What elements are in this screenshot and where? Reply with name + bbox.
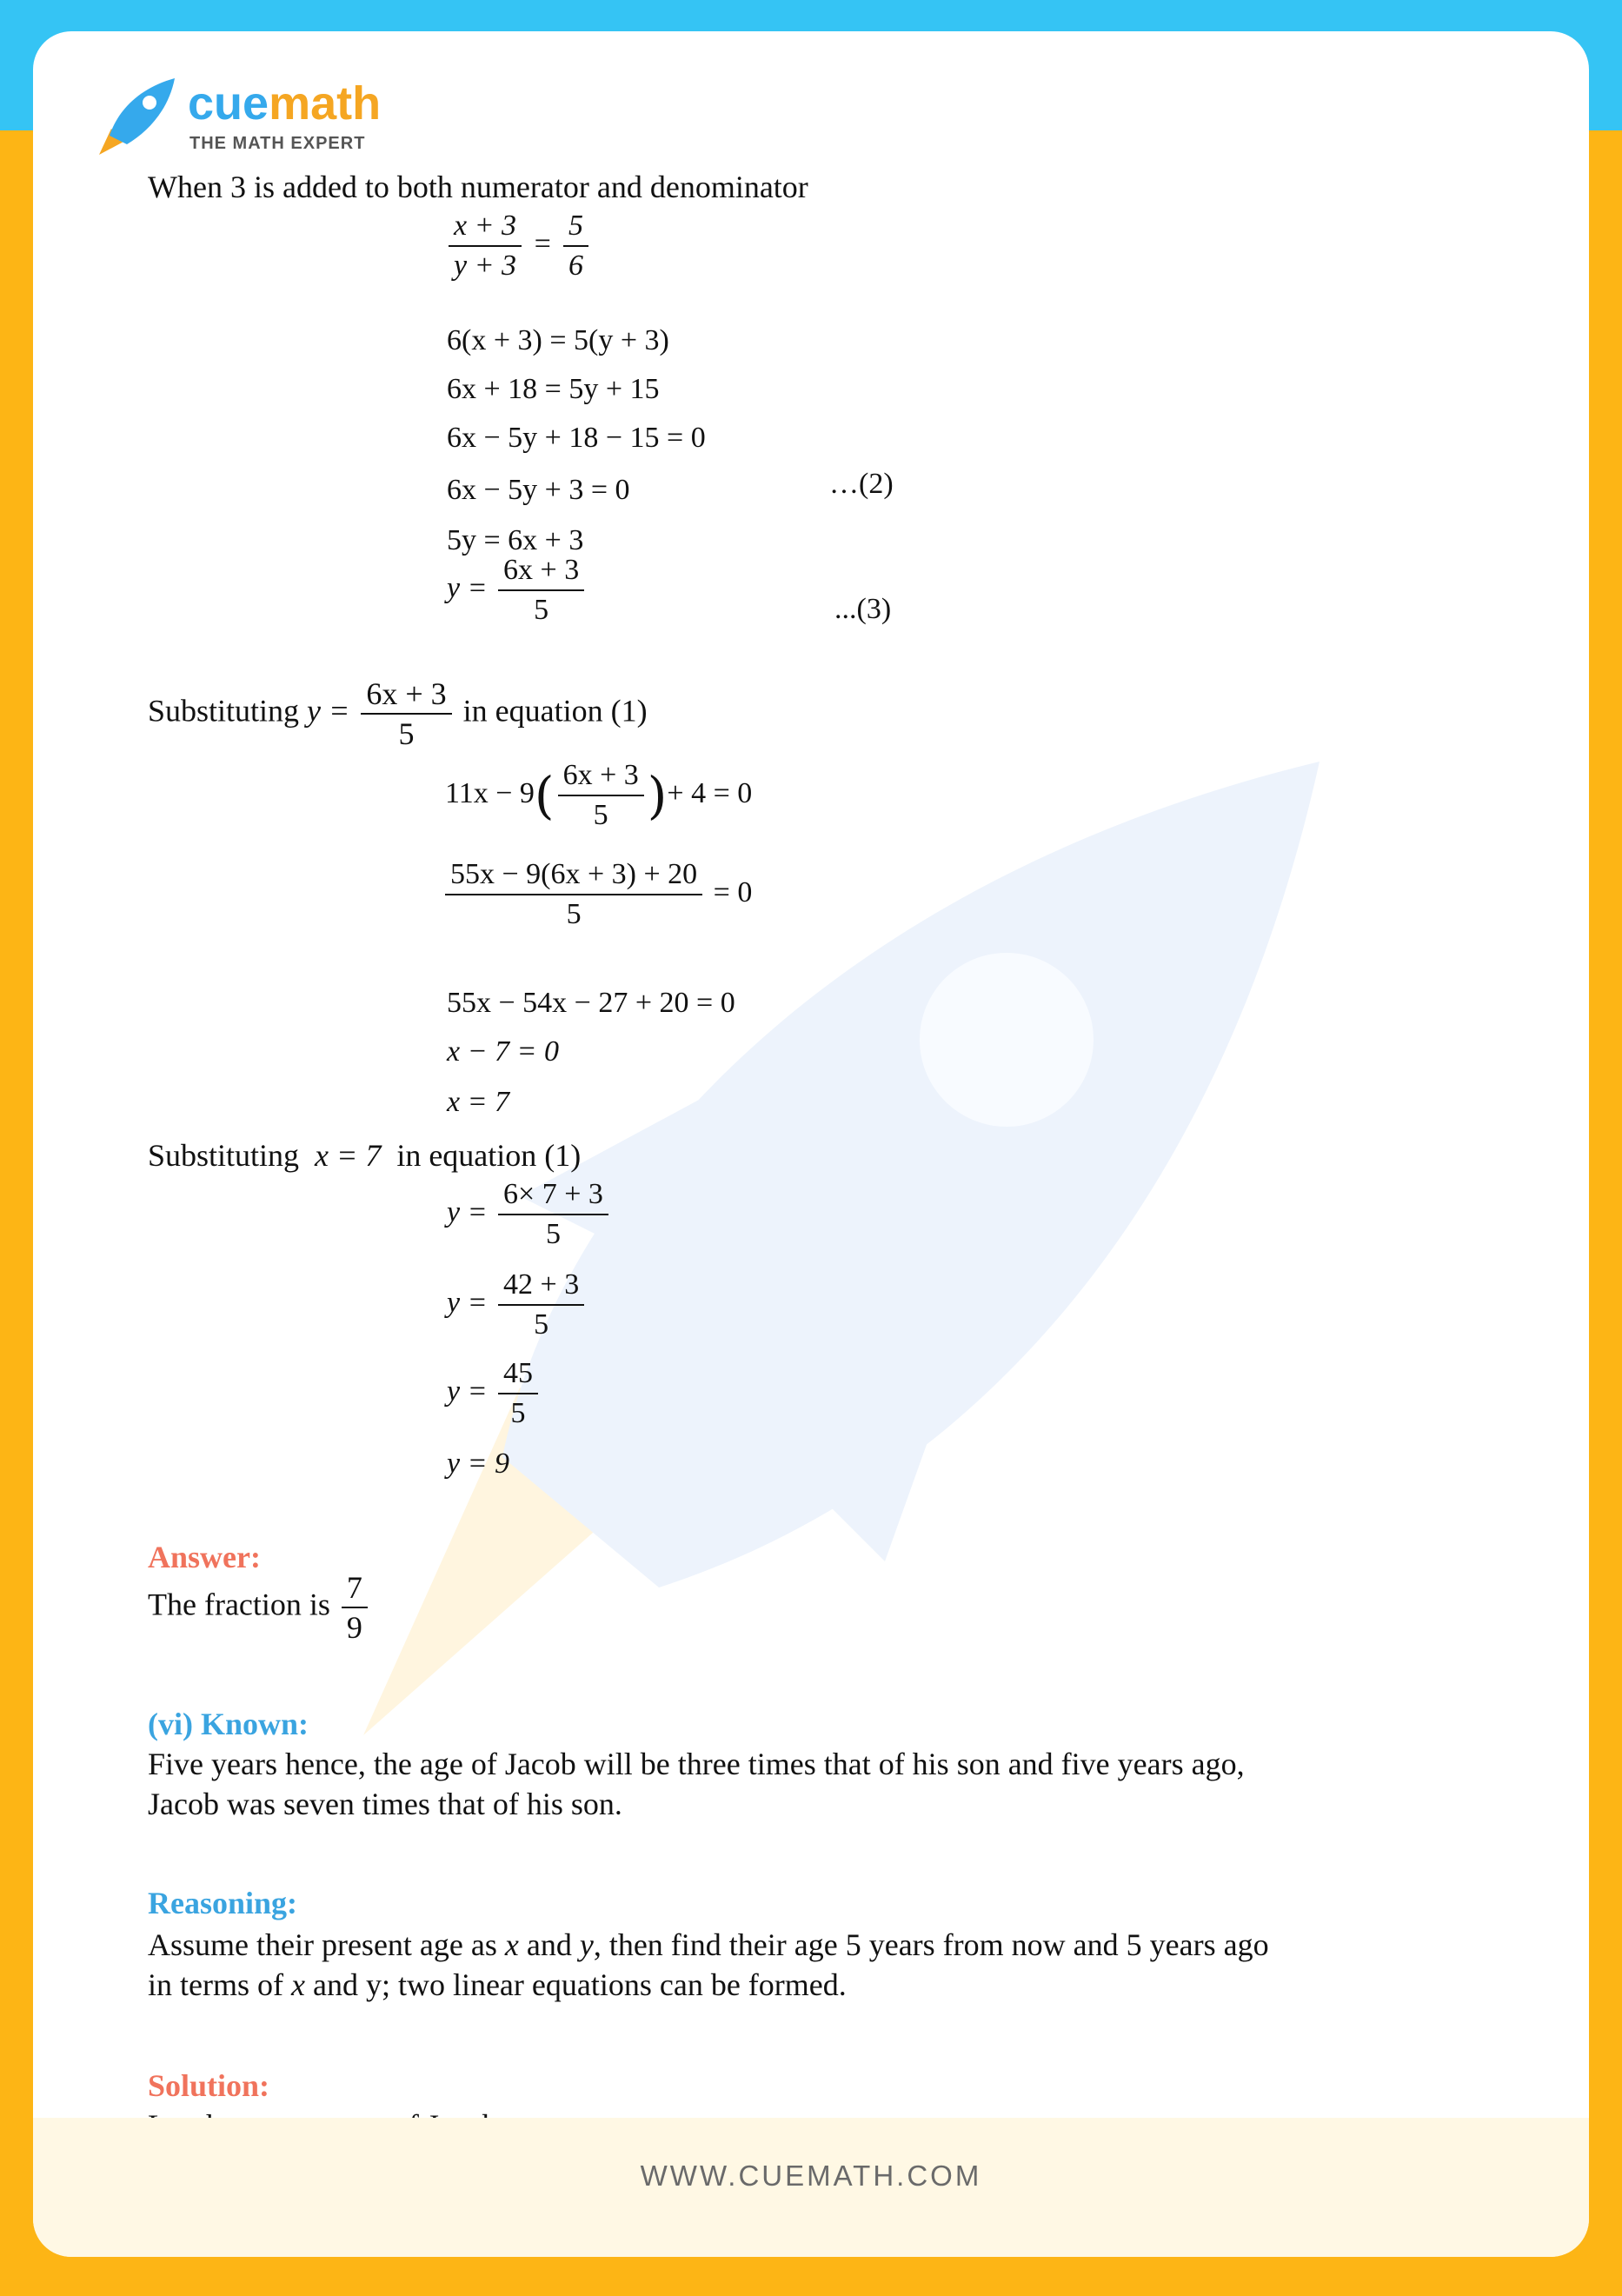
page-footer — [33, 2118, 1589, 2257]
equation-tag-3: ...(3) — [834, 593, 892, 625]
substitution-2: Substituting x = 7 in equation (1) — [148, 1138, 582, 1173]
substitution-1: Substituting y = $\frac{6x + 3}{5}$ in equation (1) — [148, 676, 648, 751]
intro-text: When 3 is added to both numerator and denominator — [148, 170, 808, 204]
brand-wordmark: cuemath — [188, 77, 382, 130]
equation-6: 5y = 6x + 3 — [447, 524, 584, 556]
equation-15: y = $\frac{45}{5}$ — [447, 1356, 542, 1431]
equation-11: x − 7 = 0 — [447, 1035, 559, 1068]
cuemath-logo — [92, 75, 422, 162]
answer-text: The fraction is $\frac{7}{9}$ — [148, 1570, 371, 1645]
equation-13: y = $\frac{6\times 7 + 3}{5}$ — [447, 1177, 612, 1252]
equation-3: 6x + 18 = 5y + 15 — [447, 373, 660, 405]
known-line-1: Five years hence, the age of Jacob will be three times that of his son and five years ago, — [148, 1747, 1245, 1781]
known-heading: (vi) Known: — [148, 1707, 309, 1741]
known-line-2: Jacob was seven times that of his son. — [148, 1787, 622, 1821]
equation-1: $\frac{x + 3}{y + 3}$ = $\frac{5}{6}$ — [445, 209, 592, 283]
rocket-logo-icon — [92, 75, 179, 162]
brand-tagline: THE MATH EXPERT — [189, 134, 366, 153]
equation-tag-2: …(2) — [829, 468, 894, 500]
reasoning-heading: Reasoning: — [148, 1886, 298, 1920]
equation-5: 6x − 5y + 3 = 0 — [447, 474, 630, 506]
solution-heading: Solution: — [148, 2068, 270, 2103]
reasoning-line-2: in terms of x and y; two linear equations can be formed. — [148, 1967, 847, 2002]
answer-heading: Answer: — [148, 1540, 261, 1574]
equation-9: $\frac{55x - 9(6x + 3) + 20}{5}$ = 0 — [442, 857, 752, 932]
equation-7: y = $\frac{6x + 3}{5}$ — [447, 553, 588, 628]
page-card — [33, 31, 1589, 2257]
reasoning-line-1: Assume their present age as x and y, then find their age 5 years from now and 5 years ago — [148, 1927, 1269, 1962]
equation-8: 11x − 9( $\frac{6x + 3}{5}$ )+ 4 = 0 — [445, 759, 753, 831]
equation-2: 6(x + 3) = 5(y + 3) — [447, 324, 669, 356]
footer-url[interactable]: WWW.CUEMATH.COM — [640, 2160, 982, 2192]
equation-14: y = $\frac{42 + 3}{5}$ — [447, 1268, 588, 1342]
equation-12: x = 7 — [447, 1086, 510, 1118]
equation-10: 55x − 54x − 27 + 20 = 0 — [447, 987, 735, 1019]
equation-16: y = 9 — [447, 1447, 510, 1480]
equation-4: 6x − 5y + 18 − 15 = 0 — [447, 422, 706, 454]
